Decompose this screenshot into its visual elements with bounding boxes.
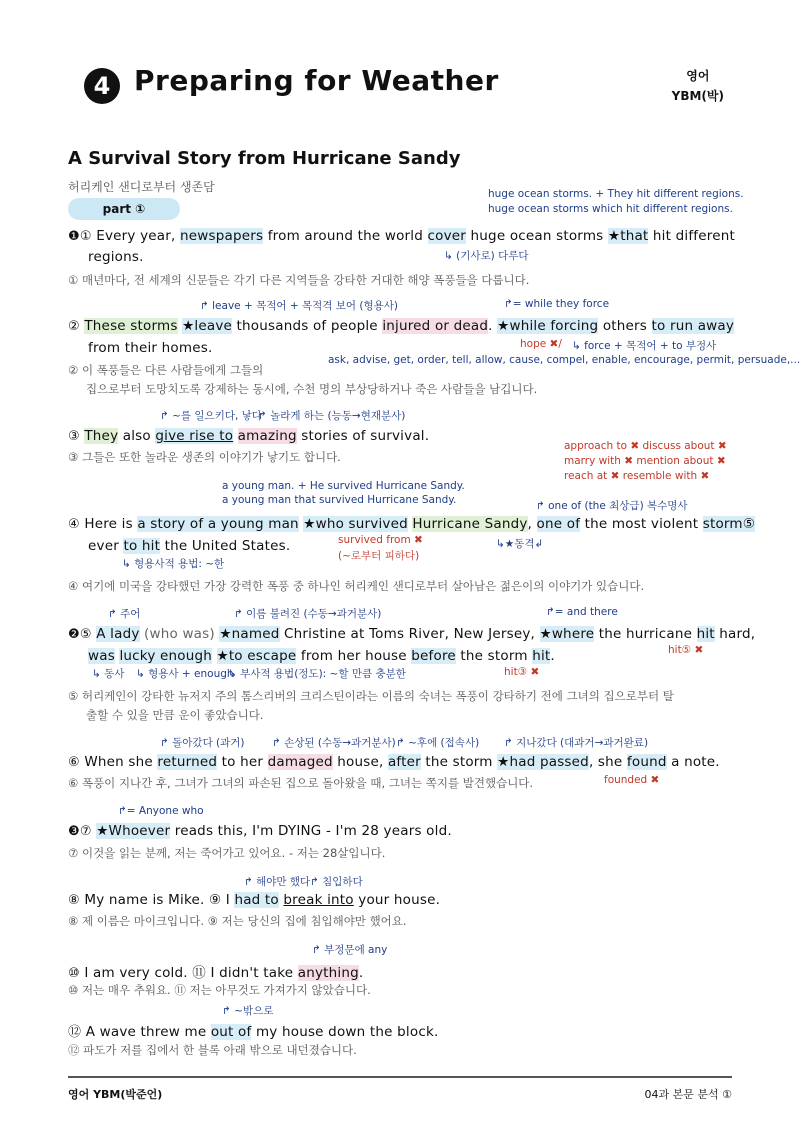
note-returned: ↱ 돌아갔다 (과거) — [160, 737, 245, 749]
note-had-to: ↱ 해야만 했다 — [244, 876, 311, 888]
note-out-of: ↱ ~밖으로 — [222, 1005, 274, 1017]
sentence-8: ⑧ My name is Mike. ⑨ I had to break into your house. — [68, 892, 441, 908]
note-force-structure: ↳ force + 목적어 + to 부정사 — [572, 340, 717, 352]
note-after: ↱ ~후에 (접속사) — [396, 737, 480, 749]
translation-5b: 출할 수 있을 만큼 운이 좋았습니다. — [86, 708, 264, 722]
sentence-4: ④ Here is a story of a young man ★who survived Hurricane Sandy, one of the most violent storm⑤ — [68, 516, 756, 532]
footer-divider — [68, 1076, 732, 1078]
subject-info — [672, 66, 724, 106]
note-hit3-wrong: hit③ ✖ — [504, 666, 540, 678]
note-break-into: ↱ 침입하다 — [310, 876, 363, 888]
note-wrong-prep-3: reach at ✖ resemble with ✖ — [564, 470, 710, 482]
translation-5a: ⑤ 허리케인이 강타한 뉴저지 주의 톰스리버의 크리스틴이라는 이름의 숙녀는 폭풍이 강타하기 전에 그녀의 집으로부터 탈 — [68, 689, 674, 703]
note-anyone-who: ↱= Anyone who — [118, 805, 204, 817]
sentence-2-line2: from their homes. — [88, 340, 213, 356]
note-relative-4a: a young man. + He survived Hurricane Sandy. — [222, 480, 465, 492]
note-and-there: ↱= and there — [546, 606, 618, 618]
note-one-of: ↱ one of (the 최상급) 복수명사 — [536, 500, 688, 512]
footer-right: 04과 본문 분석 ① — [644, 1088, 732, 1101]
note-damaged: ↱ 손상된 (수동→과거분사) — [272, 737, 396, 749]
note-founded-wrong: founded ✖ — [604, 774, 660, 786]
note-survived-from-wrong: survived from ✖ — [338, 534, 423, 546]
note-named: ↱ 이름 불려진 (수동→과거분사) — [234, 608, 382, 620]
translation-2a: ② 이 폭풍들은 다른 사람들에게 그들의 — [68, 363, 264, 377]
sentence-10: ⑩ I am very cold. ⑪ I didn't take anything. — [68, 965, 364, 981]
sentence-1-line2: regions. — [88, 249, 144, 265]
sentence-7: ❸⑦ ★Whoever reads this, I'm DYING - I'm 28 years old. — [68, 823, 452, 839]
note-relative-1b: huge ocean storms which hit different regions. — [488, 203, 733, 215]
translation-3: ③ 그들은 또한 놀라운 생존의 이야기가 낳기도 합니다. — [68, 450, 341, 464]
note-leave-structure: ↱ leave + 목적어 + 목적격 보어 (형용사) — [200, 300, 399, 312]
note-escape-meaning: (~로부터 피하다) — [338, 550, 420, 562]
note-wrong-prep-1: approach to ✖ discuss about ✖ — [564, 440, 727, 452]
subject-label: 영어 — [686, 69, 710, 83]
translation-6: ⑥ 폭풍이 지나간 후, 그녀가 그녀의 파손된 집으로 돌아왔을 때, 그녀는 쪽지를 발견했습니다. — [68, 776, 534, 790]
note-cover-meaning: ↳ (기사로) 다루다 — [444, 250, 529, 262]
note-hit5-wrong: hit⑤ ✖ — [668, 644, 704, 656]
note-adj-enough: ↳ 형용사 + enough — [136, 668, 234, 680]
note-relative-1a: huge ocean storms. + They hit different regions. — [488, 188, 744, 200]
translation-10: ⑩ 저는 매우 추워요. ⑪ 저는 아무것도 가져가지 않았습니다. — [68, 983, 371, 997]
note-had-passed: ↱ 지나갔다 (대과거→과거완료) — [504, 737, 649, 749]
translation-1: ① 매년마다, 전 세계의 신문들은 각기 다른 지역들을 강타한 거대한 해양 폭풍들을 다룹니다. — [68, 273, 530, 287]
note-verb-list: ask, advise, get, order, tell, allow, cause, compel, enable, encourage, permit, persuade,... — [328, 354, 800, 366]
sentence-3: ③ They also give rise to amazing stories of survival. — [68, 428, 430, 444]
section-title: A Survival Story from Hurricane Sandy — [68, 148, 461, 169]
note-relative-4b: a young man that survived Hurricane Sandy. — [222, 494, 457, 506]
note-verb: ↳ 동사 — [92, 668, 125, 680]
sentence-1: ❶① Every year, newspapers from around the world cover huge ocean storms ★that hit different — [68, 228, 735, 244]
note-subject: ↱ 주어 — [108, 608, 141, 620]
note-give-rise-to: ↱ ~를 일으키다, 낳다 — [160, 410, 262, 422]
footer-left: 영어 YBM(박준언) — [68, 1088, 163, 1101]
sentence-12: ⑫ A wave threw me out of my house down the block. — [68, 1024, 439, 1040]
lesson-number-badge: 4 — [84, 68, 120, 104]
note-adjective-use: ↳ 형용사적 용법: ~한 — [122, 558, 225, 570]
translation-4: ④ 여기에 미국을 강타했던 가장 강력한 폭풍 중 하나인 허리케인 샌디로부터 살아남은 젊은이의 이야기가 있습니다. — [68, 579, 645, 593]
note-amazing: ↱ 놀라게 하는 (능동→현재분사) — [258, 410, 406, 422]
translation-8: ⑧ 제 이름은 마이크입니다. ⑨ 저는 당신의 집에 침입해야만 했어요. — [68, 914, 407, 928]
translation-2b: 집으로부터 도망치도록 강제하는 동시에, 수천 명의 부상당하거나 죽은 사람들을 남깁니다. — [86, 382, 538, 396]
section-subtitle: 허리케인 샌디로부터 생존담 — [68, 180, 215, 194]
note-wrong-prep-2: marry with ✖ mention about ✖ — [564, 455, 726, 467]
publisher-label: YBM(박) — [671, 89, 724, 103]
sentence-2: ② These storms ★leave thousands of people injured or dead. ★while forcing others to run away — [68, 318, 735, 334]
page-title: Preparing for Weather — [134, 64, 499, 97]
part-badge: part ① — [68, 198, 180, 220]
sentence-6: ⑥ When she returned to her damaged house, after the storm ★had passed, she found a note. — [68, 754, 720, 770]
sentence-4-line2: ever to hit the United States. — [88, 538, 291, 554]
note-while-they-force: ↱= while they force — [504, 298, 610, 310]
sentence-5-line2: was lucky enough ★to escape from her house before the storm hit. — [88, 648, 555, 664]
note-any-negative: ↱ 부정문에 any — [312, 944, 388, 956]
note-appositive: ↳★동격↲ — [496, 538, 544, 550]
sentence-5: ❷⑤ A lady (who was) ★named Christine at Toms River, New Jersey, ★where the hurricane hit hard, — [68, 626, 756, 642]
note-adverbial-degree: ↳ 부사적 용법(정도): ~할 만큼 충분한 — [228, 668, 406, 680]
translation-7: ⑦ 이것을 읽는 분께, 저는 죽어가고 있어요. - 저는 28살입니다. — [68, 846, 386, 860]
translation-12: ⑫ 파도가 저를 집에서 한 블록 아래 밖으로 내던졌습니다. — [68, 1043, 357, 1057]
note-hope-wrong: hope ✖/ — [520, 338, 562, 350]
